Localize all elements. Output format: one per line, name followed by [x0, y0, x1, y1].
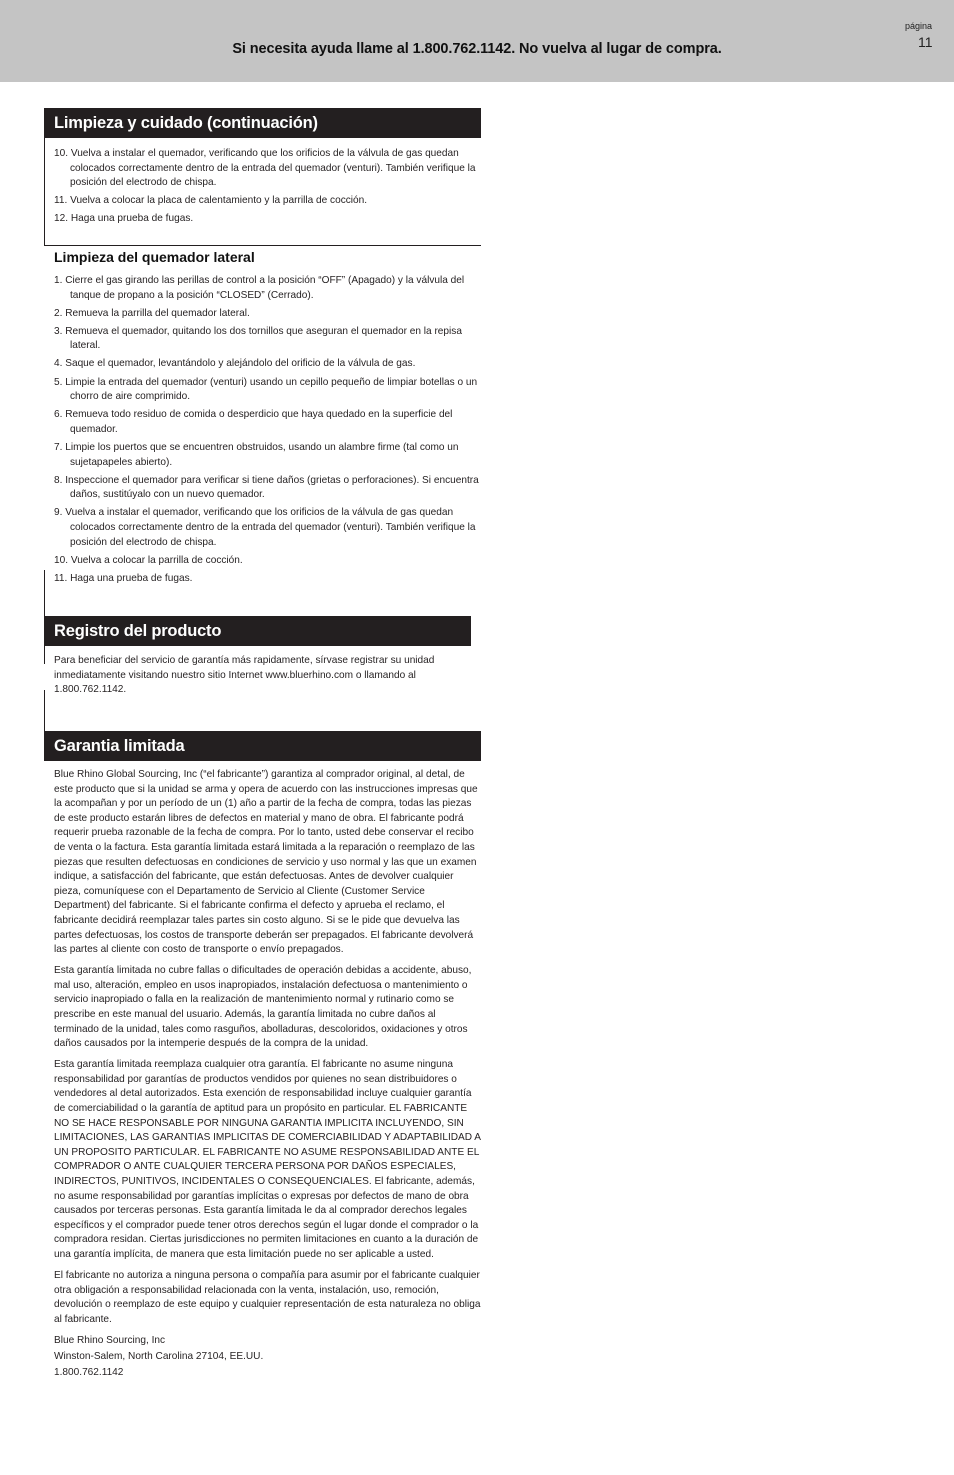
section-title-registro: Registro del producto — [44, 616, 471, 646]
list-item: 2. Remueva la parrilla del quemador lateral. — [54, 307, 250, 319]
address-block — [54, 1334, 481, 1380]
list-item: 10. Vuelva a colocar la parrilla de cocción. — [54, 554, 243, 566]
page-number: 11 — [918, 34, 933, 50]
limpieza-list — [54, 147, 481, 230]
section-title-limpieza: Limpieza y cuidado (continuación) — [44, 108, 481, 138]
left-rule — [44, 690, 45, 732]
list-item: 7. Limpie los puertos que se encuentren obstruidos, usando un alambre firme (tal como un sujetapapeles abierto). — [54, 441, 459, 468]
address-line: Blue Rhino Sourcing, Inc — [54, 1334, 166, 1346]
list-item: 6. Remueva todo residuo de comida o desperdicio que haya quedado en la superficie del quemador. — [54, 409, 453, 435]
list-item: 1. Cierre el gas girando las perillas de control a la posición “OFF” (Apagado) y la válvula del tanque de propano a la posición “CLOSED” (Cerrado). — [54, 275, 465, 301]
address-line: Winston-Salem, North Carolina 27104, EE.UU. — [54, 1350, 264, 1362]
list-item: 3. Remueva el quemador, quitando los dos tornillos que aseguran el quemador en la repisa lateral. — [54, 325, 462, 352]
lateral-list — [54, 274, 481, 590]
left-rule — [44, 646, 45, 664]
list-item: 9. Vuelva a instalar el quemador, verificando que los orificios de la válvula de gas quedan colocados correctamente dentro de la entrada del quemador (venturi). También verifique la posición del electrodo de chispa. — [54, 507, 476, 548]
section-title-garantia: Garantia limitada — [44, 731, 481, 761]
list-item: 12. Haga una prueba de fugas. — [54, 213, 194, 225]
list-item: 5. Limpie la entrada del quemador (venturi) usando un cepillo pequeño de limpiar botellas o un chorro de aire comprimido. — [54, 376, 478, 403]
registro-text-block — [54, 654, 481, 704]
garantia-paragraph: Blue Rhino Global Sourcing, Inc (“el fabricante”) garantiza al comprador original, al detal, de este producto que si la unidad se arma y opera de acuerdo con las instrucciones impresas que la acompañan y por un período de un (1) año a partir de la fecha de compra, todas las piezas de este producto estarán libres de defectos en material y mano de obra. El fabricante podrá requerir prueba razonable de la fecha de compra. Por lo tanto, usted debe conservar el recibo de venta o la factura. Esta garantía limitada estará limitada a la reparación o reemplazo de las piezas que resulten defectuosas en condiciones de servicio y uso normal y las que un examen indique, a satisfacción del fabricante, que están defectuosas. Antes de devolver cualquier pieza, comuníquese con el Departamento de Servicio al Cliente (Customer Service Department) del fabricante. Si el fabricante confirma el defecto y aprueba el reclamo, el fabricante decidirá reemplazar tales partes sin costo alguno. Si se le pide que devuelva las partes defectuosas, los costos de transporte deberán ser prepagados. El fabricante devolverá las partes al cliente con costo de transporte o envío prepagados. — [54, 769, 478, 956]
subsection-title-lateral: Limpieza del quemador lateral — [54, 249, 255, 265]
garantia-paragraph: Esta garantía limitada reemplaza cualquier otra garantía. El fabricante no asume ninguna responsabilidad por garantías de productos vendidos por quienes no sean distribuidores o vendedores al detal autorizados. Esta exención de responsabilidad incluye cualquier garantía de comerciabilidad o la garantía de aptitud para un propósito en particular. EL FABRICANTE NO SE HACE RESPONSABLE POR NINGUNA GARANTIA IMPLICITA INCLUYENDO, SIN LIMITACIONES, LAS GARANTIAS IMPLICITAS DE COMERCIABILIDAD Y ADAPTABILIDAD A UN PROPOSITO PARTICULAR. EL FABRICANTE NO ASUME RESPONSABILIDAD ANTE EL COMPRADOR O ANTE CUALQUIER TERCERA PERSONA POR DAÑOS ESPECIALES, INDIRECTOS, PUNITIVOS, INCIDENTALES O CONSEQUENCIALES. El fabricante, además, no asume responsabilidad por garantías implícitas o expresas por defectos de mano de obra causados por terceras personas. Esta garantía limitada le da al comprador derechos legales específicos y el comprador puede tener otros derechos según el lugar donde el comprador o la compradora residan. Ciertas jurisdicciones no permiten limitaciones en cuanto a la duración de una garantía implícita, de manera que esta limitación puede no ser aplicable a usted. — [54, 1059, 481, 1260]
registro-paragraph: Para beneficiar del servicio de garantía más rapidamente, sírvase registrar su unidad inmediatamente visitando nuestro sitio Internet www.bluerhino.com o llamando al 1.800.762.1142. — [54, 655, 435, 696]
garantia-paragraph: Esta garantía limitada no cubre fallas o dificultades de operación debidas a accidente, abuso, mal uso, alteración, empleo en usos inapropiados, instalación defectuosa o mantenimiento o servicio inapropiado o falla en la realización de mantenimiento normal y rutinario como se prescribe en este manual del usuario. Además, la garantía limitada no cubre daños al terminado de la unidad, tales como rasguños, abolladuras, descoloridos, oxidaciones y otros daños causados por la intemperie después de la compra de la unidad. — [54, 965, 472, 1050]
help-line: Si necesita ayuda llame al 1.800.762.1142. No vuelva al lugar de compra. — [232, 41, 722, 57]
address-line: 1.800.762.1142 — [54, 1366, 124, 1378]
list-item: 8. Inspeccione el quemador para verificar si tiene daños (grietas o perforaciones). Si encuentra daños, sustitúyalo con un nuevo quemador. — [54, 474, 479, 501]
list-item: 10. Vuelva a instalar el quemador, verificando que los orificios de la válvula de gas quedan colocados correctamente dentro de la entrada del quemador (venturi). También verifique la posición del electrodo de chispa. — [54, 148, 476, 189]
left-rule — [44, 570, 45, 616]
garantia-paragraph: El fabricante no autoriza a ninguna persona o compañía para asumir por el fabricante cualquier otra obligación a responsabilidad relacionada con la venta, instalación, uso, remoción, devolución o reemplazo de este equipo y cualquier representación de esta naturaleza no obliga al fabricante. — [54, 1270, 481, 1325]
list-item: 11. Haga una prueba de fugas. — [54, 572, 193, 584]
list-item: 4. Saque el quemador, levantándolo y alejándolo del orificio de la válvula de gas. — [54, 358, 416, 370]
divider-rule — [44, 245, 481, 246]
list-item: 11. Vuelva a colocar la placa de calentamiento y la parrilla de cocción. — [54, 195, 368, 207]
page-label: página — [905, 21, 933, 31]
garantia-text-block — [54, 768, 481, 1381]
